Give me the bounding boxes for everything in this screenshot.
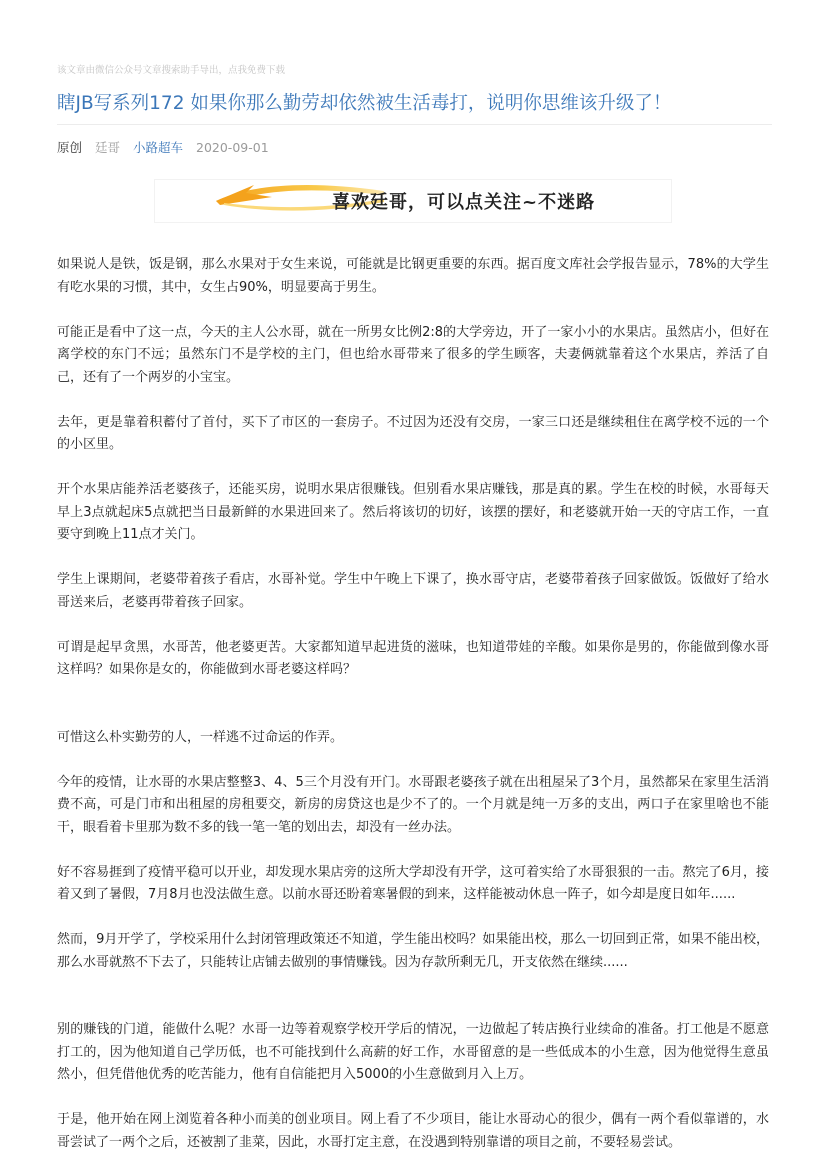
paragraph: 好不容易捱到了疫情平稳可以开业，却发现水果店旁的这所大学却没有开学，这可着实给了水哥狠狠的一击。熬完了6月，接着又到了暑假，7月8月也没法做生意。以前水哥还盼着寒暑假的到来，这样能被动休息一阵子，如今却是度日如年...... xyxy=(57,864,769,902)
article-meta xyxy=(57,140,278,156)
banner-caption: 喜欢廷哥，可以点关注~不迷路 xyxy=(332,192,596,213)
article-body xyxy=(57,254,769,1154)
original-label: 原创 xyxy=(57,140,83,155)
paragraph: 然而，9月开学了，学校采用什么封闭管理政策还不知道，学生能出校吗？如果能出校，那么一切回到正常，如果不能出校，那么水哥就熬不下去了，只能转让店铺去做别的事情赚钱。因为存款所剩无几，开支依然在继续...... xyxy=(57,932,769,970)
paragraph: 如果说人是铁，饭是钢，那么水果对于女生来说，可能就是比钢更重要的东西。据百度文库社会学报告显示，78%的大学生有吃水果的习惯，其中，女生占90%，明显要高于男生。 xyxy=(57,257,769,295)
paragraph: 可能正是看中了这一点，今天的主人公水哥，就在一所男女比例2:8的大学旁边，开了一家小小的水果店。虽然店小，但好在离学校的东门不远；虽然东门不是学校的主门，但也给水哥带来了很多的学生顾客，夫妻俩就靠着这个水果店，养活了自己，还有了一个两岁的小宝宝。 xyxy=(57,324,769,385)
author-name: 廷哥 xyxy=(95,140,121,155)
paragraph: 可谓是起早贪黑，水哥苦，他老婆更苦。大家都知道早起进货的滋味，也知道带娃的辛酸。如果你是男的，你能做到像水哥这样吗？如果你是女的，你能做到水哥老婆这样吗？ xyxy=(57,639,769,677)
paragraph: 于是，他开始在网上浏览着各种小而美的创业项目。网上看了不少项目，能让水哥动心的很少，偶有一两个看似靠谱的，水哥尝试了一两个之后，还被割了韭菜，因此，水哥打定主意，在没遇到特别靠谱的项目之前，不要轻易尝试。 xyxy=(57,1112,769,1150)
paragraph: 别的赚钱的门道，能做什么呢？水哥一边等着观察学校开学后的情况，一边做起了转店换行业续命的准备。打工他是不愿意打工的，因为他知道自己学历低，也不可能找到什么高薪的好工作，水哥留意的是一些低成本的小生意，因为他觉得生意虽然小，但凭借他优秀的吃苦能力，他有自信能把月入5000的小生意做到月入上万。 xyxy=(57,1022,769,1082)
publish-date: 2020-09-01 xyxy=(196,140,269,155)
paragraph: 学生上课期间，老婆带着孩子看店，水哥补觉。学生中午晚上下课了，换水哥守店，老婆带着孩子回家做饭。饭做好了给水哥送来后，老婆再带着孩子回家。 xyxy=(57,572,769,610)
account-link[interactable]: 小路超车 xyxy=(133,140,184,155)
title-divider xyxy=(57,124,772,125)
follow-banner xyxy=(154,179,672,223)
paragraph: 去年，更是靠着积蓄付了首付，买下了市区的一套房子。不过因为还没有交房，一家三口还是继续租住在离学校不远的一个的小区里。 xyxy=(57,414,769,452)
article-title: 瞎JB写系列172 如果你那么勤劳却依然被生活毒打，说明你思维该升级了！ xyxy=(57,93,672,114)
paragraph: 开个水果店能养活老婆孩子，还能买房，说明水果店很赚钱。但别看水果店赚钱，那是真的累。学生在校的时候，水哥每天早上3点就起床5点就把当日最新鲜的水果进回来了。然后将该切的切好，该摆的摆好，和老婆就开始一天的守店工作，一直要守到晚上11点才关门。 xyxy=(57,482,769,542)
export-notice-link[interactable]: 该文章由微信公众号文章搜索助手导出，点我免费下载 xyxy=(57,65,286,76)
paragraph: 可惜这么朴实勤劳的人，一样逃不过命运的作弄。 xyxy=(57,729,344,745)
paragraph: 今年的疫情，让水哥的水果店整整3、4、5三个月没有开门。水哥跟老婆孩子就在出租屋呆了3个月，虽然都呆在家里生活消费不高，可是门市和出租屋的房租要交，新房的房贷这也是少不了的。一个月就是纯一万多的支出，两口子在家里啥也不能干，眼看着卡里那为数不多的钱一笔一笔的划出去，却没有一丝办法。 xyxy=(57,774,769,835)
